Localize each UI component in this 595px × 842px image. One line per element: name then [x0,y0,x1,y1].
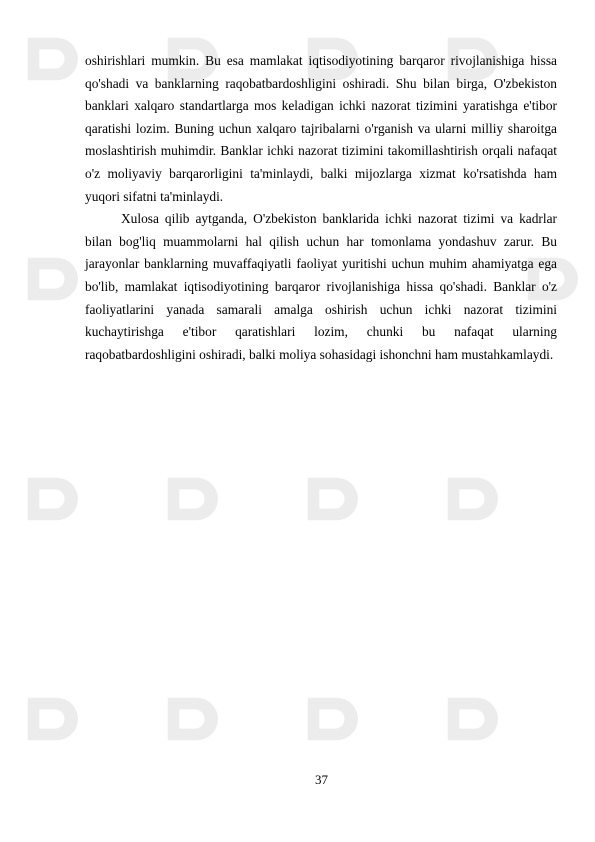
document-body [85,50,557,366]
conclusion-paragraph: Xulosa qilib aytganda, O'zbekiston banklarida ichki nazorat tizimi va kadrlar bilan bog'liq muammolarni hal qilish uchun har tomonlama yondashuv zarur. Bu jarayonlar banklarning muvaffaqiyatli faoliyat yuritishi uchun muhim ahamiyatga ega bo'lib, mamlakat iqtisodiyotining barqaror rivojlanishiga hissa qo'shadi. Banklar o'z faoliyatlarini yanada samarali amalga oshirish uchun ichki nazorat tizimini kuchaytirishga e'tibor qaratishlari lozim, chunki bu nafaqat ularning raqobatbardoshligini oshiradi, balki moliya sohasidagi ishonchni ham mustahkamlaydi. [85,211,557,362]
watermark-logo-icon [440,690,498,748]
page-number: 37 [315,772,328,787]
watermark-logo-icon [20,690,78,748]
watermark-logo-icon [160,470,218,528]
watermark-logo-icon [160,690,218,748]
watermark-logo-icon [300,690,358,748]
watermark-logo-icon [20,250,78,308]
watermark-logo-icon [20,470,78,528]
watermark-logo-icon [20,30,78,88]
watermark-logo-icon [300,470,358,528]
watermark-logo-icon [440,470,498,528]
body-paragraph-1: oshirishlari mumkin. Bu esa mamlakat iqtisodiyotining barqaror rivojlanishiga hissa qo'shadi va banklarning raqobatbardoshligini oshiradi. Shu bilan birga, O'zbekiston banklari xalqaro standartlarga mos keladigan ichki nazorat tizimini yaratishga e'tibor qaratishi lozim. Buning uchun xalqaro tajribalarni o'rganish va ularni milliy sharoitga moslashtirish muhimdir. Banklar ichki nazorat tizimini takomillashtirish orqali nafaqat o'z moliyaviy barqarorligini ta'minlaydi, balki mijozlarga xizmat ko'rsatishda ham yuqori sifatni ta'minlaydi. [85,53,557,204]
